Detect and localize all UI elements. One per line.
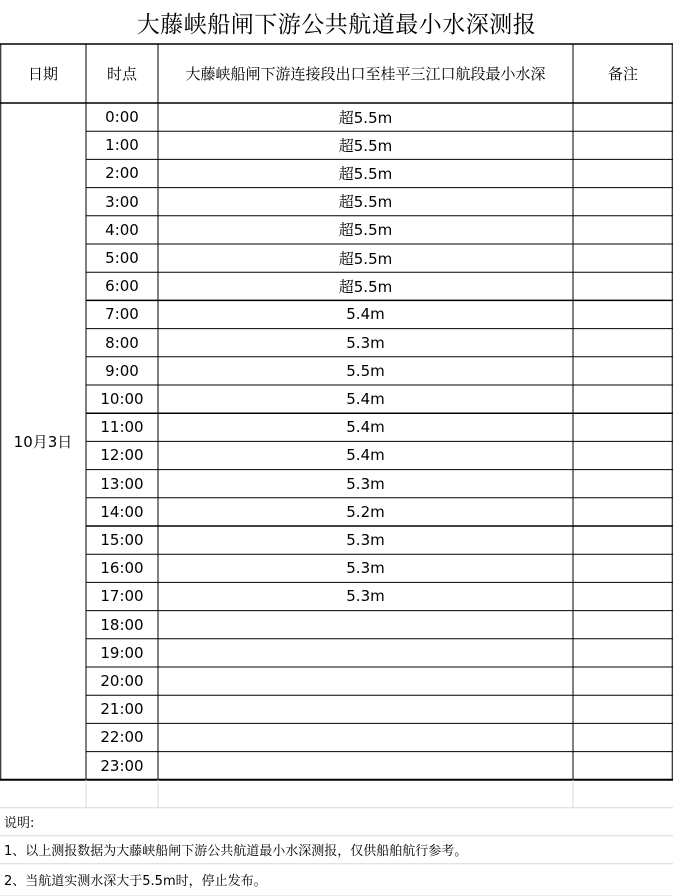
depth-cell: 5.4m bbox=[346, 390, 385, 409]
time-cell: 5:00 bbox=[105, 249, 139, 268]
time-cell: 10:00 bbox=[100, 390, 144, 409]
depth-cell: 5.4m bbox=[346, 446, 385, 465]
remark-cell bbox=[573, 329, 673, 357]
time-cell: 3:00 bbox=[105, 192, 139, 211]
time-cell: 11:00 bbox=[100, 418, 144, 437]
remark-cell bbox=[573, 639, 673, 667]
remark-cell bbox=[573, 611, 673, 639]
remark-cell bbox=[573, 554, 673, 582]
remark-cell bbox=[573, 582, 673, 610]
header-time: 时点 bbox=[106, 65, 137, 83]
depth-cell bbox=[158, 639, 573, 667]
time-cell: 22:00 bbox=[100, 728, 144, 747]
time-cell: 20:00 bbox=[100, 672, 144, 691]
depth-cell: 超5.5m bbox=[338, 249, 393, 268]
remark-cell bbox=[573, 300, 673, 328]
time-cell: 0:00 bbox=[105, 108, 139, 127]
time-cell: 19:00 bbox=[100, 643, 144, 662]
depth-cell: 超5.5m bbox=[338, 193, 393, 212]
remark-cell bbox=[573, 413, 673, 441]
time-cell: 9:00 bbox=[105, 361, 139, 380]
depth-cell bbox=[158, 695, 573, 723]
time-cell: 8:00 bbox=[105, 333, 139, 352]
time-cell: 13:00 bbox=[100, 474, 144, 493]
depth-cell: 5.3m bbox=[346, 559, 385, 578]
header-remark: 备注 bbox=[607, 65, 638, 83]
remark-cell bbox=[573, 752, 673, 780]
time-cell: 4:00 bbox=[105, 220, 139, 239]
remark-cell bbox=[573, 103, 673, 131]
depth-cell: 5.4m bbox=[346, 305, 385, 324]
notes-label: 说明: bbox=[4, 816, 35, 832]
depth-cell: 超5.5m bbox=[338, 164, 393, 183]
depth-cell: 超5.5m bbox=[338, 277, 393, 296]
depth-cell bbox=[158, 752, 573, 780]
remark-cell bbox=[573, 723, 673, 751]
time-cell: 6:00 bbox=[105, 277, 139, 296]
time-cell: 14:00 bbox=[100, 502, 144, 521]
time-cell: 12:00 bbox=[100, 446, 144, 465]
depth-cell bbox=[158, 611, 573, 639]
time-cell: 18:00 bbox=[100, 615, 144, 634]
time-cell: 17:00 bbox=[100, 587, 144, 606]
date-cell: 10月3日 bbox=[13, 432, 73, 451]
depth-cell: 5.3m bbox=[346, 333, 385, 352]
remark-cell bbox=[573, 695, 673, 723]
page-title: 大藤峡船闸下游公共航道最小水深测报 bbox=[136, 11, 537, 38]
depth-cell: 超5.5m bbox=[338, 136, 393, 155]
depth-cell: 5.3m bbox=[346, 531, 385, 550]
remark-cell bbox=[573, 244, 673, 272]
remark-cell bbox=[573, 216, 673, 244]
time-cell: 16:00 bbox=[100, 559, 144, 578]
time-cell: 7:00 bbox=[105, 305, 139, 324]
depth-cell: 超5.5m bbox=[338, 108, 393, 127]
remark-cell bbox=[573, 526, 673, 554]
time-cell: 23:00 bbox=[100, 756, 144, 775]
header-depth: 大藤峡船闸下游连接段出口至桂平三江口航段最小水深 bbox=[185, 65, 546, 83]
depth-cell: 5.4m bbox=[346, 418, 385, 437]
remark-cell bbox=[573, 188, 673, 216]
depth-cell bbox=[158, 723, 573, 751]
note-line: 2、当航道实测水深大于5.5m时，停止发布。 bbox=[4, 874, 267, 890]
depth-cell bbox=[158, 667, 573, 695]
remark-cell bbox=[573, 159, 673, 187]
depth-cell: 5.3m bbox=[346, 474, 385, 493]
remark-cell bbox=[573, 470, 673, 498]
depth-cell: 5.2m bbox=[346, 502, 385, 521]
time-cell: 21:00 bbox=[100, 700, 144, 719]
time-cell: 15:00 bbox=[100, 531, 144, 550]
remark-cell bbox=[573, 498, 673, 526]
remark-cell bbox=[573, 441, 673, 469]
remark-cell bbox=[573, 385, 673, 413]
depth-cell: 超5.5m bbox=[338, 221, 393, 240]
note-line: 1、以上测报数据为大藤峡船闸下游公共航道最小水深测报，仅供船舶航行参考。 bbox=[4, 844, 468, 860]
remark-cell bbox=[573, 272, 673, 300]
depth-cell: 5.3m bbox=[346, 587, 385, 606]
depth-cell: 5.5m bbox=[346, 361, 385, 380]
time-cell: 1:00 bbox=[105, 136, 139, 155]
time-cell: 2:00 bbox=[105, 164, 139, 183]
remark-cell bbox=[573, 667, 673, 695]
remark-cell bbox=[573, 357, 673, 385]
header-date: 日期 bbox=[27, 65, 58, 83]
remark-cell bbox=[573, 131, 673, 159]
